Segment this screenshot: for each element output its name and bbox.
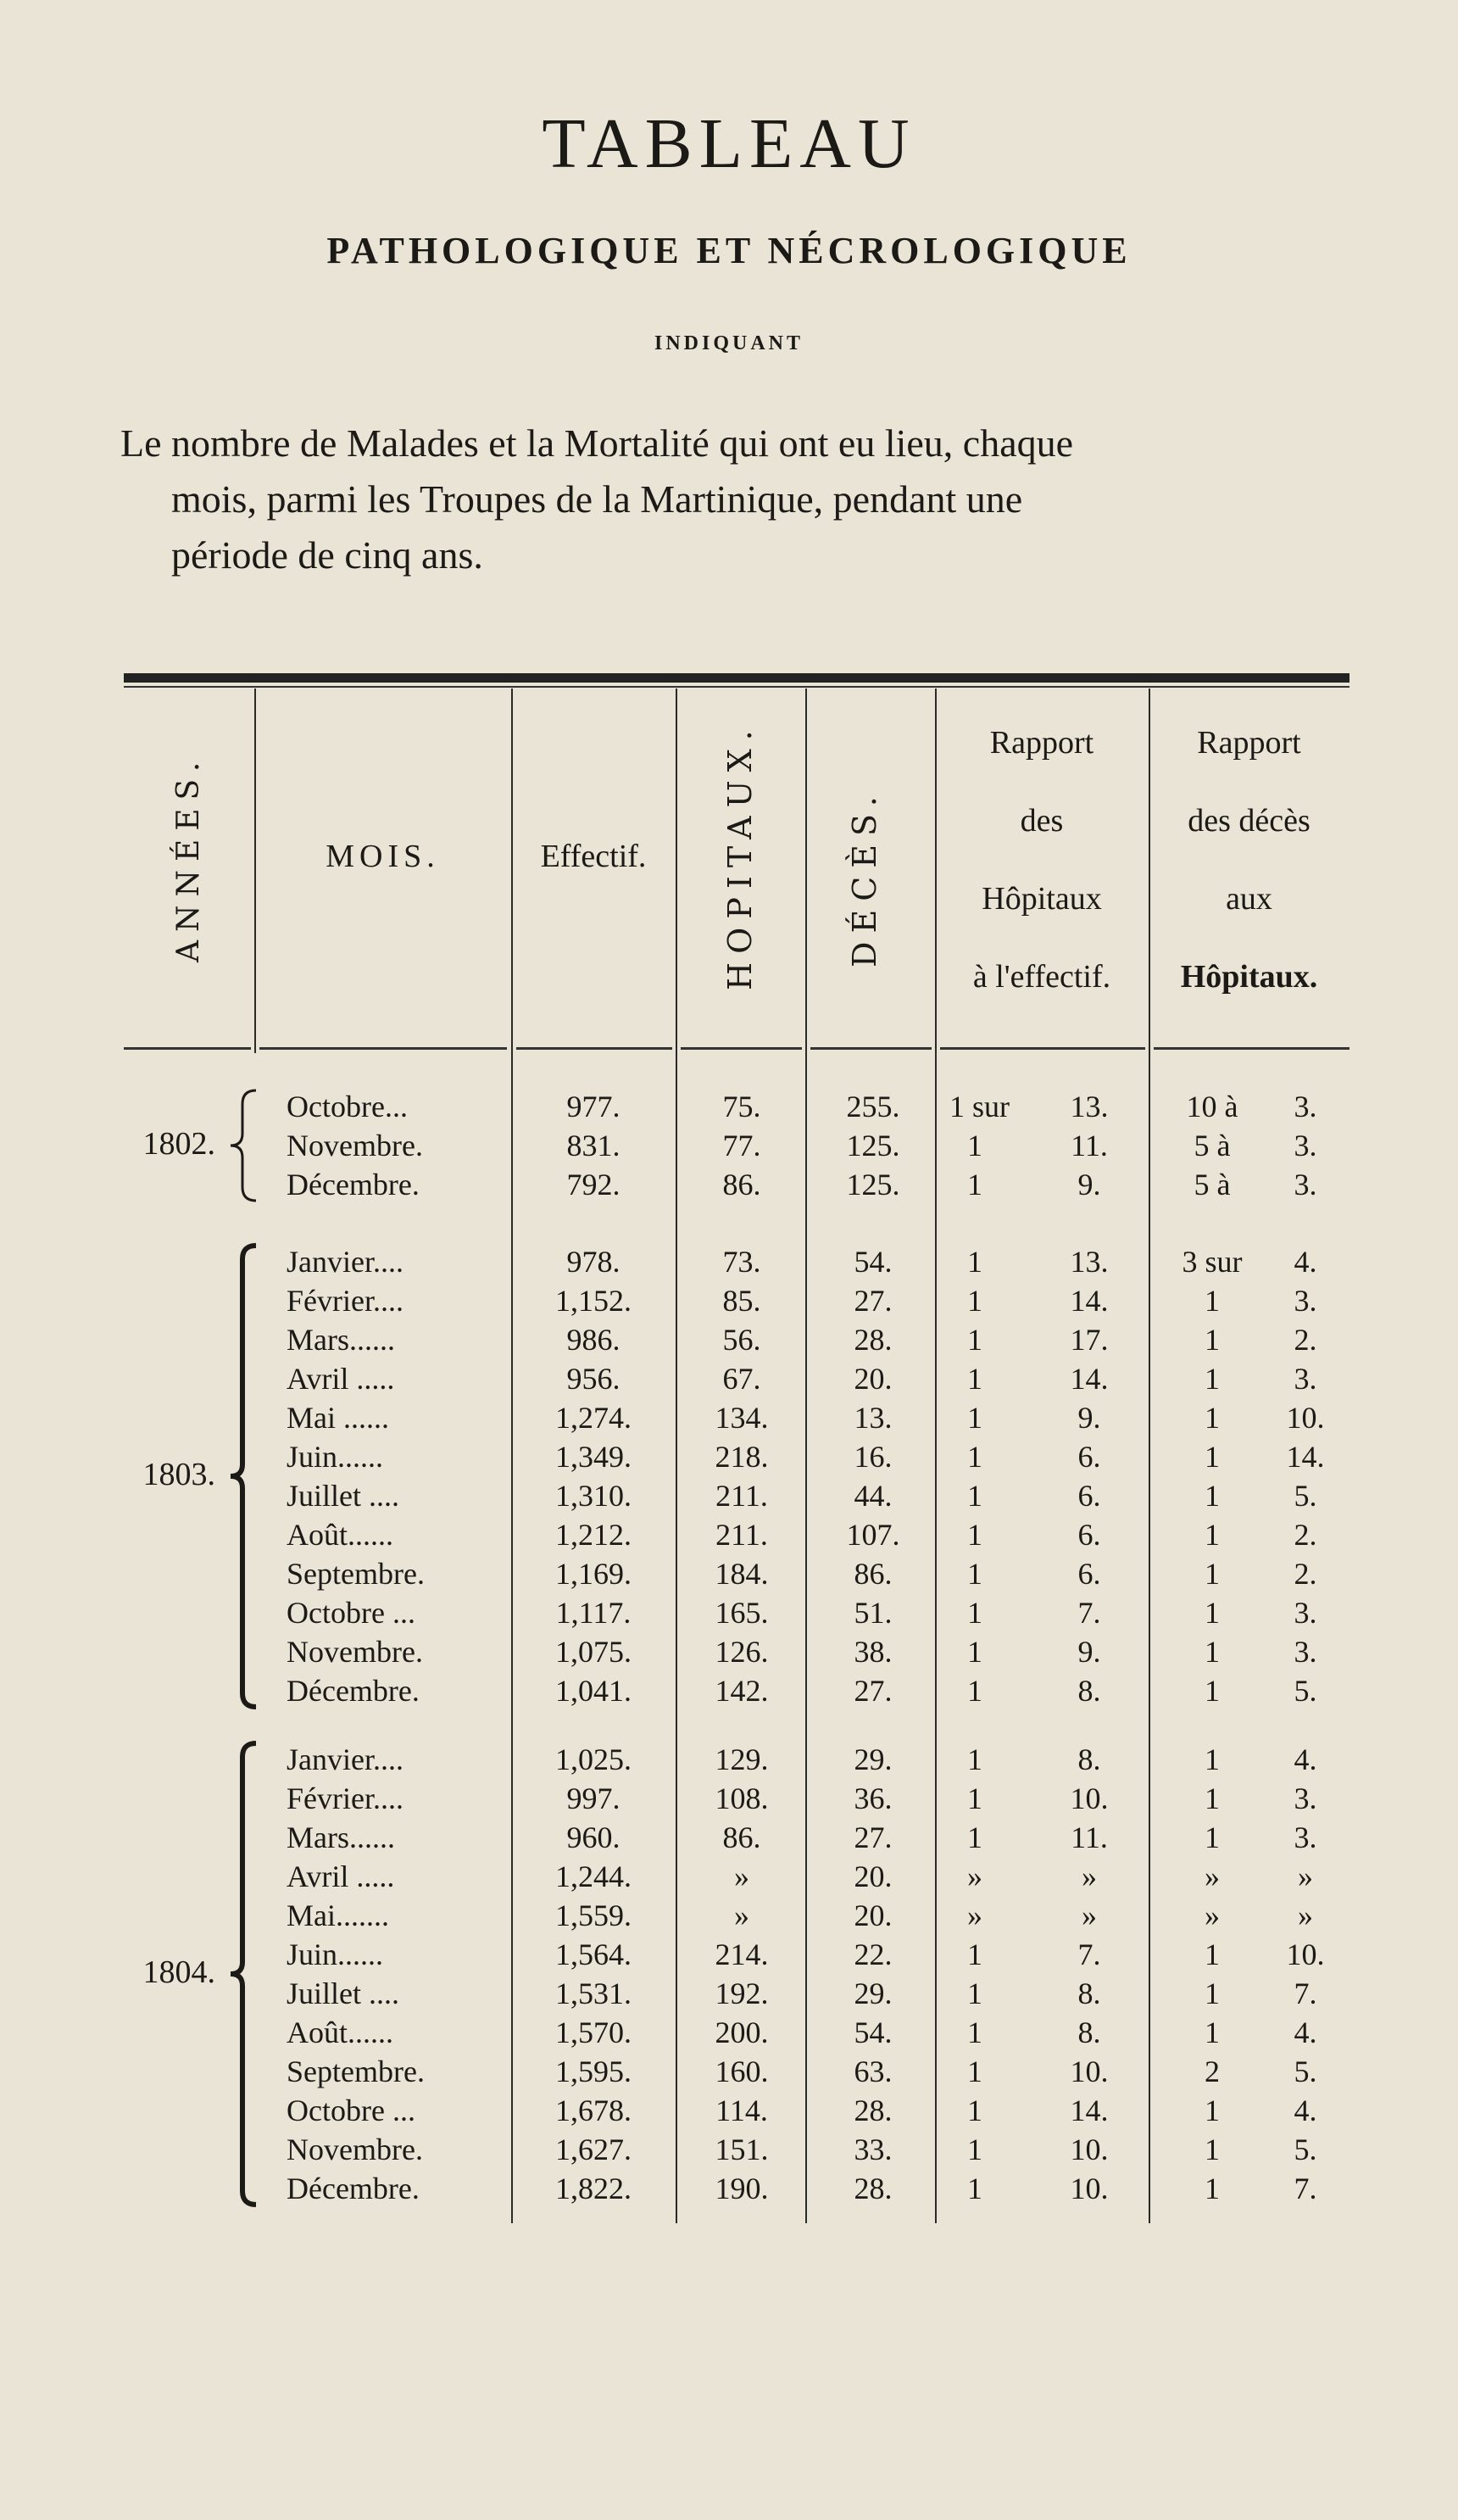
- rapport-hopitaux-right-cell: 8.: [1077, 1976, 1101, 2010]
- month-cell: Juillet ....: [287, 1976, 399, 2010]
- rapport-deces-right-cell: 5.: [1294, 2054, 1317, 2088]
- rapport-deces-right-cell: 2.: [1294, 1323, 1317, 1357]
- month-cell: Avril .....: [287, 1362, 395, 1396]
- hopitaux-cell: 108.: [715, 1781, 769, 1815]
- effectif-cell: 1,274.: [555, 1401, 632, 1435]
- rapport-deces-right-cell: 5.: [1294, 2133, 1317, 2166]
- rapport-hopitaux-right-cell: 13.: [1070, 1245, 1109, 1279]
- rapport-deces-right-cell: 4.: [1294, 2015, 1317, 2049]
- deces-cell: 86.: [854, 1557, 893, 1591]
- hopitaux-cell: 142.: [715, 1674, 769, 1708]
- rapport-deces-right-cell: »: [1298, 1859, 1313, 1893]
- rapport-deces-left-cell: 1: [1205, 1518, 1220, 1552]
- rapport-hopitaux-right-cell: 11.: [1071, 1820, 1108, 1854]
- rapport-deces-left-cell: 1: [1205, 1635, 1220, 1669]
- rapport-hopitaux-right-cell: »: [1082, 1859, 1097, 1893]
- rapport-deces-right-cell: 3.: [1294, 1362, 1317, 1396]
- hopitaux-cell: 56.: [722, 1323, 761, 1357]
- effectif-cell: 997.: [566, 1781, 620, 1815]
- rapport-deces-left-cell: 5 à: [1194, 1129, 1231, 1162]
- hopitaux-cell: 211.: [715, 1518, 768, 1552]
- rapport-deces-right-cell: 2.: [1294, 1518, 1317, 1552]
- rapport-hopitaux-right-cell: 9.: [1077, 1401, 1101, 1435]
- rapport-hopitaux-left-cell: »: [967, 1898, 982, 1932]
- deces-cell: 44.: [854, 1479, 893, 1513]
- year-brace: [227, 1242, 261, 1710]
- rapport-hopitaux-right-cell: 9.: [1077, 1635, 1101, 1669]
- rapport-deces-right-cell: 4.: [1294, 1742, 1317, 1776]
- rapport-hopitaux-left-cell: 1: [967, 1401, 982, 1435]
- rapport-deces-right-cell: 5.: [1294, 1674, 1317, 1708]
- rapport-hopitaux-left-cell: 1: [967, 1245, 982, 1279]
- effectif-cell: 1,570.: [555, 2015, 632, 2049]
- rapport-hopitaux-right-cell: 8.: [1077, 1742, 1101, 1776]
- rapport-hopitaux-left-cell: 1: [967, 1440, 982, 1474]
- hopitaux-cell: 160.: [715, 2054, 769, 2088]
- rapport-deces-right-cell: 3.: [1294, 1168, 1317, 1201]
- deces-cell: 28.: [854, 2093, 893, 2127]
- page-title: TABLEAU: [542, 104, 916, 183]
- year-brace: [227, 1740, 261, 2208]
- hopitaux-cell: 134.: [715, 1401, 769, 1435]
- description-line-2: mois, parmi les Troupes de la Martinique, pendant une: [171, 477, 1023, 521]
- month-cell: Septembre.: [287, 2054, 425, 2088]
- month-cell: Août......: [287, 2015, 393, 2049]
- month-cell: Janvier....: [287, 1245, 403, 1279]
- hopitaux-cell: 67.: [722, 1362, 761, 1396]
- month-cell: Novembre.: [287, 1129, 423, 1162]
- rapport-hopitaux-right-cell: 13.: [1070, 1090, 1109, 1123]
- month-cell: Juillet ....: [287, 1479, 399, 1513]
- rapport-deces-left-cell: 1: [1205, 2093, 1220, 2127]
- rapport-hopitaux-left-cell: 1: [967, 2093, 982, 2127]
- hopitaux-cell: 85.: [722, 1284, 761, 1318]
- effectif-cell: 1,041.: [555, 1674, 632, 1708]
- month-cell: Mars......: [287, 1820, 395, 1854]
- header-rule: [259, 1047, 507, 1050]
- rapport-hopitaux-left-cell: 1: [967, 1129, 982, 1162]
- rapport-hopitaux-right-cell: 7.: [1077, 1596, 1101, 1630]
- rapport-hopitaux-right-cell: »: [1082, 1898, 1097, 1932]
- month-cell: Décembre.: [287, 1674, 420, 1708]
- effectif-cell: 1,531.: [555, 1976, 632, 2010]
- rapport-hopitaux-right-cell: 10.: [1070, 2172, 1109, 2205]
- rapport-hopitaux-left-cell: 1: [967, 1781, 982, 1815]
- year-brace: [227, 1087, 261, 1204]
- rapport-deces-left-cell: 10 à: [1186, 1090, 1238, 1123]
- effectif-cell: 1,822.: [555, 2172, 632, 2205]
- rapport-hopitaux-left-cell: 1: [967, 1635, 982, 1669]
- header-mois: MOIS.: [326, 839, 440, 874]
- rapport-hopitaux-left-cell: 1: [967, 1976, 982, 2010]
- effectif-cell: 1,212.: [555, 1518, 632, 1552]
- rapport-deces-right-cell: 7.: [1294, 2172, 1317, 2205]
- rapport-hopitaux-right-cell: 8.: [1077, 1674, 1101, 1708]
- rapport-deces-left-cell: 1: [1205, 1976, 1220, 2010]
- header-rapport-hopitaux-line: Rapport: [989, 725, 1094, 761]
- deces-cell: 107.: [846, 1518, 900, 1552]
- deces-cell: 33.: [854, 2133, 893, 2166]
- rapport-deces-left-cell: 1: [1205, 1479, 1220, 1513]
- rapport-deces-left-cell: 1: [1205, 1440, 1220, 1474]
- effectif-cell: 792.: [566, 1168, 620, 1201]
- rapport-hopitaux-left-cell: 1: [967, 1937, 982, 1971]
- rapport-deces-left-cell: 1: [1205, 1362, 1220, 1396]
- deces-cell: 38.: [854, 1635, 893, 1669]
- rapport-deces-left-cell: 3 sur: [1182, 1245, 1243, 1279]
- rapport-hopitaux-left-cell: 1: [967, 2133, 982, 2166]
- rapport-hopitaux-right-cell: 11.: [1071, 1129, 1108, 1162]
- header-rapport-hopitaux-line: à l'effectif.: [972, 959, 1111, 995]
- rapport-hopitaux-left-cell: 1: [967, 2054, 982, 2088]
- month-cell: Novembre.: [287, 1635, 423, 1669]
- deces-cell: 54.: [854, 1245, 893, 1279]
- indiquant-label: INDIQUANT: [654, 332, 804, 354]
- header-annees: ANNÉES.: [171, 753, 206, 962]
- effectif-cell: 1,117.: [555, 1596, 632, 1630]
- rapport-hopitaux-left-cell: 1: [967, 1674, 982, 1708]
- deces-cell: 51.: [854, 1596, 893, 1630]
- rapport-hopitaux-left-cell: 1: [967, 1596, 982, 1630]
- rapport-deces-left-cell: »: [1205, 1898, 1220, 1932]
- rapport-hopitaux-right-cell: 10.: [1070, 1781, 1109, 1815]
- description-line-3: période de cinq ans.: [171, 533, 483, 577]
- effectif-cell: 986.: [566, 1323, 620, 1357]
- rapport-deces-right-cell: 3.: [1294, 1781, 1317, 1815]
- rapport-deces-left-cell: 1: [1205, 2133, 1220, 2166]
- rapport-hopitaux-right-cell: 6.: [1077, 1557, 1101, 1591]
- deces-cell: 63.: [854, 2054, 893, 2088]
- rapport-hopitaux-left-cell: 1: [967, 1820, 982, 1854]
- rapport-deces-left-cell: 1: [1205, 1323, 1220, 1357]
- month-cell: Juin......: [287, 1937, 384, 1971]
- deces-cell: 28.: [854, 2172, 893, 2205]
- deces-cell: 29.: [854, 1976, 893, 2010]
- deces-cell: 125.: [846, 1168, 900, 1201]
- rapport-deces-right-cell: 5.: [1294, 1479, 1317, 1513]
- month-cell: Février....: [287, 1284, 403, 1318]
- hopitaux-cell: 214.: [715, 1937, 769, 1971]
- hopitaux-cell: 192.: [715, 1976, 769, 2010]
- effectif-cell: 1,627.: [555, 2133, 632, 2166]
- deces-cell: 28.: [854, 1323, 893, 1357]
- column-divider: [805, 689, 807, 2223]
- description-line-1: Le nombre de Malades et la Mortalité qui ont eu lieu, chaque: [120, 421, 1074, 465]
- deces-cell: 16.: [854, 1440, 893, 1474]
- hopitaux-cell: »: [734, 1898, 749, 1932]
- column-divider: [676, 689, 677, 2223]
- hopitaux-cell: 77.: [722, 1129, 761, 1162]
- rapport-deces-left-cell: 1: [1205, 1937, 1220, 1971]
- rapport-hopitaux-left-cell: 1: [967, 2015, 982, 2049]
- header-rule: [124, 1047, 251, 1050]
- header-rapport-hopitaux-line: des: [1020, 803, 1064, 839]
- rapport-hopitaux-right-cell: 8.: [1077, 2015, 1101, 2049]
- rapport-deces-left-cell: 1: [1205, 1596, 1220, 1630]
- rapport-hopitaux-right-cell: 7.: [1077, 1937, 1101, 1971]
- rapport-deces-left-cell: 5 à: [1194, 1168, 1231, 1201]
- month-cell: Janvier....: [287, 1742, 403, 1776]
- column-divider: [511, 689, 513, 2223]
- hopitaux-cell: 86.: [722, 1168, 761, 1201]
- effectif-cell: 1,244.: [555, 1859, 632, 1893]
- header-rule: [810, 1047, 932, 1050]
- rapport-hopitaux-right-cell: 10.: [1070, 2054, 1109, 2088]
- rapport-deces-left-cell: 1: [1205, 1742, 1220, 1776]
- hopitaux-cell: 114.: [715, 2093, 768, 2127]
- deces-cell: 20.: [854, 1362, 893, 1396]
- rapport-hopitaux-left-cell: 1: [967, 1284, 982, 1318]
- rapport-deces-right-cell: 3.: [1294, 1284, 1317, 1318]
- year-brace-path: [231, 1743, 256, 2205]
- hopitaux-cell: 75.: [722, 1090, 761, 1123]
- description: [120, 415, 1355, 583]
- rapport-deces-left-cell: 1: [1205, 1401, 1220, 1435]
- header-rule: [516, 1047, 672, 1050]
- rapport-hopitaux-left-cell: 1: [967, 1168, 982, 1201]
- deces-cell: 22.: [854, 1937, 893, 1971]
- header-rapport-deces-line: Rapport: [1197, 725, 1301, 761]
- hopitaux-cell: 86.: [722, 1820, 761, 1854]
- effectif-cell: 978.: [566, 1245, 620, 1279]
- rapport-hopitaux-right-cell: 6.: [1077, 1518, 1101, 1552]
- month-cell: Mai ......: [287, 1401, 389, 1435]
- rapport-hopitaux-left-cell: 1 sur: [949, 1090, 1010, 1123]
- rapport-deces-left-cell: 1: [1205, 1284, 1220, 1318]
- effectif-cell: 956.: [566, 1362, 620, 1396]
- effectif-cell: 960.: [566, 1820, 620, 1854]
- hopitaux-cell: 73.: [722, 1245, 761, 1279]
- rapport-deces-right-cell: 10.: [1286, 1937, 1325, 1971]
- rapport-hopitaux-right-cell: 10.: [1070, 2133, 1109, 2166]
- rapport-deces-right-cell: 7.: [1294, 1976, 1317, 2010]
- deces-cell: 20.: [854, 1859, 893, 1893]
- effectif-cell: 831.: [566, 1129, 620, 1162]
- header-hopitaux: HOPITAUX.: [721, 722, 759, 990]
- deces-cell: 125.: [846, 1129, 900, 1162]
- rapport-deces-left-cell: 1: [1205, 2015, 1220, 2049]
- rapport-hopitaux-left-cell: 1: [967, 1518, 982, 1552]
- deces-cell: 36.: [854, 1781, 893, 1815]
- rapport-hopitaux-right-cell: 6.: [1077, 1479, 1101, 1513]
- header-rapport-hopitaux-line: Hôpitaux: [982, 881, 1102, 917]
- rapport-hopitaux-left-cell: 1: [967, 1479, 982, 1513]
- year-label: 1803.: [142, 1457, 215, 1492]
- rapport-deces-right-cell: 3.: [1294, 1820, 1317, 1854]
- rapport-deces-left-cell: 1: [1205, 1674, 1220, 1708]
- year-brace-path: [231, 1246, 256, 1707]
- table-top-rule: [124, 673, 1349, 683]
- header-deces: DÉCÈS.: [846, 788, 883, 967]
- rapport-hopitaux-left-cell: 1: [967, 1362, 982, 1396]
- effectif-cell: 1,595.: [555, 2054, 632, 2088]
- hopitaux-cell: 151.: [715, 2133, 769, 2166]
- rapport-deces-right-cell: 3.: [1294, 1635, 1317, 1669]
- header-rapport-deces-line: aux: [1226, 881, 1272, 917]
- effectif-cell: 1,559.: [555, 1898, 632, 1932]
- hopitaux-cell: 184.: [715, 1557, 769, 1591]
- rapport-hopitaux-right-cell: 17.: [1070, 1323, 1109, 1357]
- month-cell: Février....: [287, 1781, 403, 1815]
- deces-cell: 27.: [854, 1284, 893, 1318]
- table-top-rule-thin: [124, 686, 1349, 688]
- rapport-hopitaux-right-cell: 14.: [1070, 2093, 1109, 2127]
- header-rule: [681, 1047, 802, 1050]
- page-subtitle: PATHOLOGIQUE ET NÉCROLOGIQUE: [326, 230, 1132, 271]
- deces-cell: 20.: [854, 1898, 893, 1932]
- effectif-cell: 1,349.: [555, 1440, 632, 1474]
- header-rapport-deces-line: Hôpitaux.: [1180, 959, 1318, 995]
- header-effectif: Effectif.: [540, 839, 647, 874]
- rapport-deces-right-cell: 4.: [1294, 1245, 1317, 1279]
- month-cell: Août......: [287, 1518, 393, 1552]
- hopitaux-cell: »: [734, 1859, 749, 1893]
- rapport-deces-left-cell: 1: [1205, 1557, 1220, 1591]
- effectif-cell: 1,678.: [555, 2093, 632, 2127]
- rapport-hopitaux-right-cell: 6.: [1077, 1440, 1101, 1474]
- hopitaux-cell: 211.: [715, 1479, 768, 1513]
- effectif-cell: 1,152.: [555, 1284, 632, 1318]
- month-cell: Mars......: [287, 1323, 395, 1357]
- header-rule: [1154, 1047, 1349, 1050]
- deces-cell: 27.: [854, 1674, 893, 1708]
- effectif-cell: 1,075.: [555, 1635, 632, 1669]
- hopitaux-cell: 165.: [715, 1596, 769, 1630]
- rapport-hopitaux-left-cell: 1: [967, 1557, 982, 1591]
- hopitaux-cell: 129.: [715, 1742, 769, 1776]
- rapport-deces-right-cell: 3.: [1294, 1596, 1317, 1630]
- rapport-deces-right-cell: »: [1298, 1898, 1313, 1932]
- rapport-deces-right-cell: 4.: [1294, 2093, 1317, 2127]
- rapport-deces-right-cell: 3.: [1294, 1090, 1317, 1123]
- deces-cell: 255.: [846, 1090, 900, 1123]
- effectif-cell: 977.: [566, 1090, 620, 1123]
- header-rule: [940, 1047, 1145, 1050]
- year-label: 1802.: [142, 1126, 215, 1162]
- header-rapport-hopitaux: [935, 704, 1149, 1016]
- deces-cell: 27.: [854, 1820, 893, 1854]
- rapport-deces-left-cell: 2: [1205, 2054, 1220, 2088]
- deces-cell: 13.: [854, 1401, 893, 1435]
- effectif-cell: 1,564.: [555, 1937, 632, 1971]
- effectif-cell: 1,169.: [555, 1557, 632, 1591]
- rapport-deces-left-cell: 1: [1205, 2172, 1220, 2205]
- rapport-hopitaux-left-cell: 1: [967, 1323, 982, 1357]
- deces-cell: 54.: [854, 2015, 893, 2049]
- hopitaux-cell: 218.: [715, 1440, 769, 1474]
- rapport-deces-left-cell: 1: [1205, 1820, 1220, 1854]
- month-cell: Octobre ...: [287, 2093, 415, 2127]
- month-cell: Décembre.: [287, 1168, 420, 1201]
- header-rapport-deces: [1149, 704, 1349, 1016]
- year-label: 1804.: [142, 1954, 215, 1990]
- rapport-hopitaux-right-cell: 14.: [1070, 1362, 1109, 1396]
- rapport-hopitaux-left-cell: 1: [967, 1742, 982, 1776]
- rapport-deces-right-cell: 14.: [1286, 1440, 1325, 1474]
- rapport-deces-right-cell: 3.: [1294, 1129, 1317, 1162]
- rapport-hopitaux-right-cell: 9.: [1077, 1168, 1101, 1201]
- month-cell: Mai.......: [287, 1898, 389, 1932]
- month-cell: Octobre ...: [287, 1596, 415, 1630]
- rapport-deces-right-cell: 10.: [1286, 1401, 1325, 1435]
- deces-cell: 29.: [854, 1742, 893, 1776]
- hopitaux-cell: 200.: [715, 2015, 769, 2049]
- month-cell: Avril .....: [287, 1859, 395, 1893]
- month-cell: Octobre...: [287, 1090, 408, 1123]
- month-cell: Juin......: [287, 1440, 384, 1474]
- rapport-deces-right-cell: 2.: [1294, 1557, 1317, 1591]
- rapport-hopitaux-left-cell: 1: [967, 2172, 982, 2205]
- rapport-deces-left-cell: 1: [1205, 1781, 1220, 1815]
- year-brace-path: [231, 1090, 256, 1201]
- month-cell: Décembre.: [287, 2172, 420, 2205]
- hopitaux-cell: 126.: [715, 1635, 769, 1669]
- effectif-cell: 1,025.: [555, 1742, 632, 1776]
- rapport-deces-left-cell: »: [1205, 1859, 1220, 1893]
- rapport-hopitaux-right-cell: 14.: [1070, 1284, 1109, 1318]
- header-rapport-deces-line: des décès: [1188, 803, 1311, 839]
- hopitaux-cell: 190.: [715, 2172, 769, 2205]
- rapport-hopitaux-left-cell: »: [967, 1859, 982, 1893]
- month-cell: Septembre.: [287, 1557, 425, 1591]
- effectif-cell: 1,310.: [555, 1479, 632, 1513]
- month-cell: Novembre.: [287, 2133, 423, 2166]
